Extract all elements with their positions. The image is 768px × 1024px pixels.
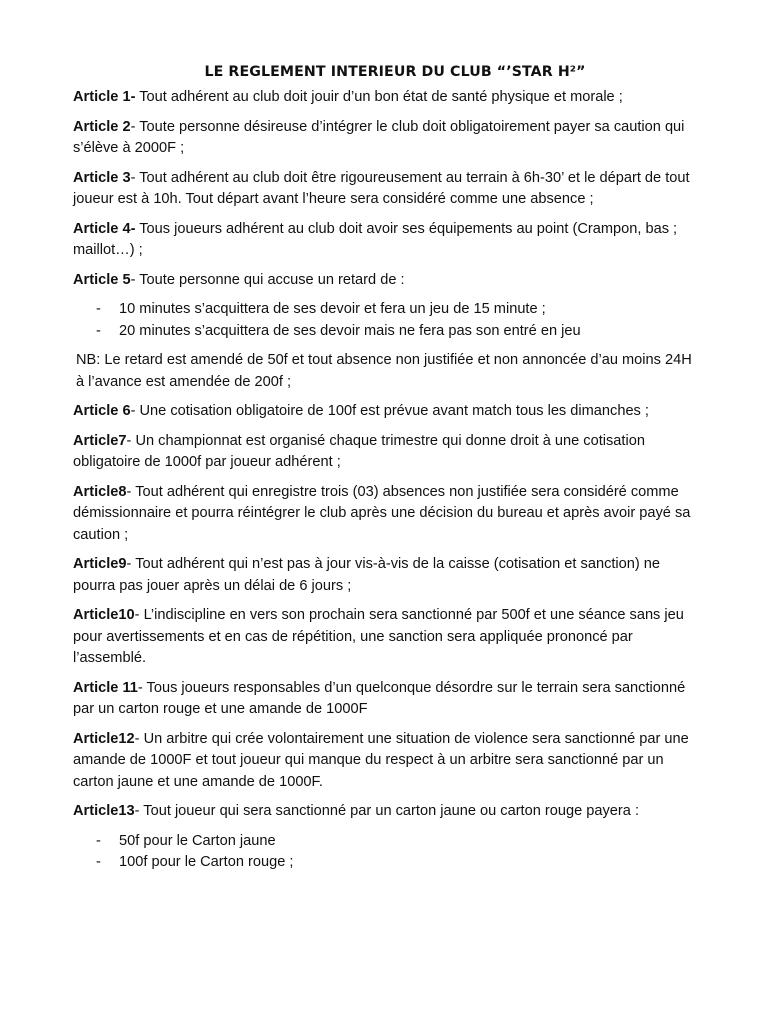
article-label: Article 6: [73, 403, 131, 419]
article-12: [73, 729, 695, 794]
article-text: - Tout adhérent au club doit être rigoureusement au terrain à 6h-30’ et le départ de tout joueur est à 10h. Tout départ avant l’heure sera considéré comme une absence ;: [73, 169, 690, 207]
article-label: Article10: [73, 607, 135, 623]
note-paragraph: NB: Le retard est amendé de 50f et tout absence non justifiée et non annoncée d’au moins 24H à l’avance est amendée de 200f ;: [76, 352, 692, 390]
article-text: - Un arbitre qui crée volontairement une situation de violence sera sanctionné par une amande de 1000F et tout joueur qui manque du respect à un arbitre sera sanctionné par un carton jaune et une amande de 1000F.: [73, 730, 689, 790]
article-9: [73, 554, 695, 597]
article-label: Article 2: [73, 118, 131, 135]
article-label: Article8: [73, 483, 127, 500]
list-item: [73, 321, 695, 343]
article-6: [73, 401, 695, 423]
article-label: Article 4-: [73, 220, 136, 237]
article-10: [73, 605, 695, 670]
article-text: - Tous joueurs responsables d’un quelconque désordre sur le terrain sera sanctionné par un carton rouge et une amande de 1000F: [73, 679, 686, 717]
article-label: Article 3: [73, 169, 131, 186]
list-item-text: 50f pour le Carton jaune: [119, 832, 276, 849]
article-text: - Tout adhérent qui n’est pas à jour vis-à-vis de la caisse (cotisation et sanction) ne pourra pas jouer après un délai de 6 jours ;: [73, 556, 661, 594]
article-11: [73, 678, 695, 721]
article-2: [73, 117, 695, 160]
article-text: Tous joueurs adhérent au club doit avoir ses équipements au point (Crampon, bas ; maillot…) ;: [73, 220, 678, 258]
article-text: Tout adhérent au club doit jouir d’un bon état de santé physique et morale ;: [135, 89, 623, 105]
article-3: [73, 168, 695, 211]
list-item-text: 20 minutes s’acquittera de ses devoir mais ne fera pas son entré en jeu: [119, 322, 581, 339]
article-text: - L’indiscipline en vers son prochain sera sanctionné par 500f et une séance sans jeu pour avertissements et en cas de répétition, une sanction sera appliquée prononcé par l’assemblé.: [73, 607, 684, 666]
article-text: - Toute personne désireuse d’intégrer le club doit obligatoirement payer sa caution qui s’élève à 2000F ;: [73, 118, 685, 156]
article-label: Article 11: [73, 679, 138, 696]
article-label: Article13: [73, 803, 135, 819]
list-item: [73, 831, 695, 853]
list-item: [73, 299, 695, 321]
article-5: [73, 270, 695, 292]
article-text: - Toute personne qui accuse un retard de :: [130, 271, 405, 288]
lateness-list: [73, 299, 695, 342]
list-item-text: 10 minutes s’acquittera de ses devoir et fera un jeu de 15 minute ;: [119, 301, 546, 317]
article-8: [73, 482, 695, 547]
article-label: Article12: [73, 730, 135, 747]
article-text: - Un championnat est organisé chaque trimestre qui donne droit à une cotisation obligatoire de 1000f par joueur adhérent ;: [73, 432, 645, 470]
dash-bullet: -: [96, 854, 101, 870]
article-7: [73, 431, 695, 474]
article-label: Article9: [73, 556, 127, 572]
dash-bullet: -: [96, 322, 101, 339]
article-1: [73, 87, 695, 109]
article-label: Article 1-: [73, 89, 136, 105]
article-text: - Une cotisation obligatoire de 100f est prévue avant match tous les dimanches ;: [130, 403, 649, 419]
article-text: - Tout joueur qui sera sanctionné par un carton jaune ou carton rouge payera :: [134, 803, 640, 819]
card-fine-list: [73, 831, 695, 874]
article-label: Article7: [73, 432, 127, 449]
article-label: Article 5: [73, 271, 131, 288]
article-text: - Tout adhérent qui enregistre trois (03) absences non justifiée sera considéré comme démissionnaire et pourra réintégrer le club après une décision du bureau et après avoir payé sa caution ;: [73, 483, 691, 543]
article-4: [73, 219, 695, 262]
document-page: [73, 64, 695, 882]
list-item: [73, 852, 695, 874]
document-title: LE REGLEMENT INTERIEUR DU CLUB “’STAR H²”: [204, 64, 586, 80]
dash-bullet: -: [96, 301, 101, 317]
article-13: [73, 801, 695, 823]
list-item-text: 100f pour le Carton rouge ;: [119, 854, 294, 870]
dash-bullet: -: [96, 832, 101, 849]
